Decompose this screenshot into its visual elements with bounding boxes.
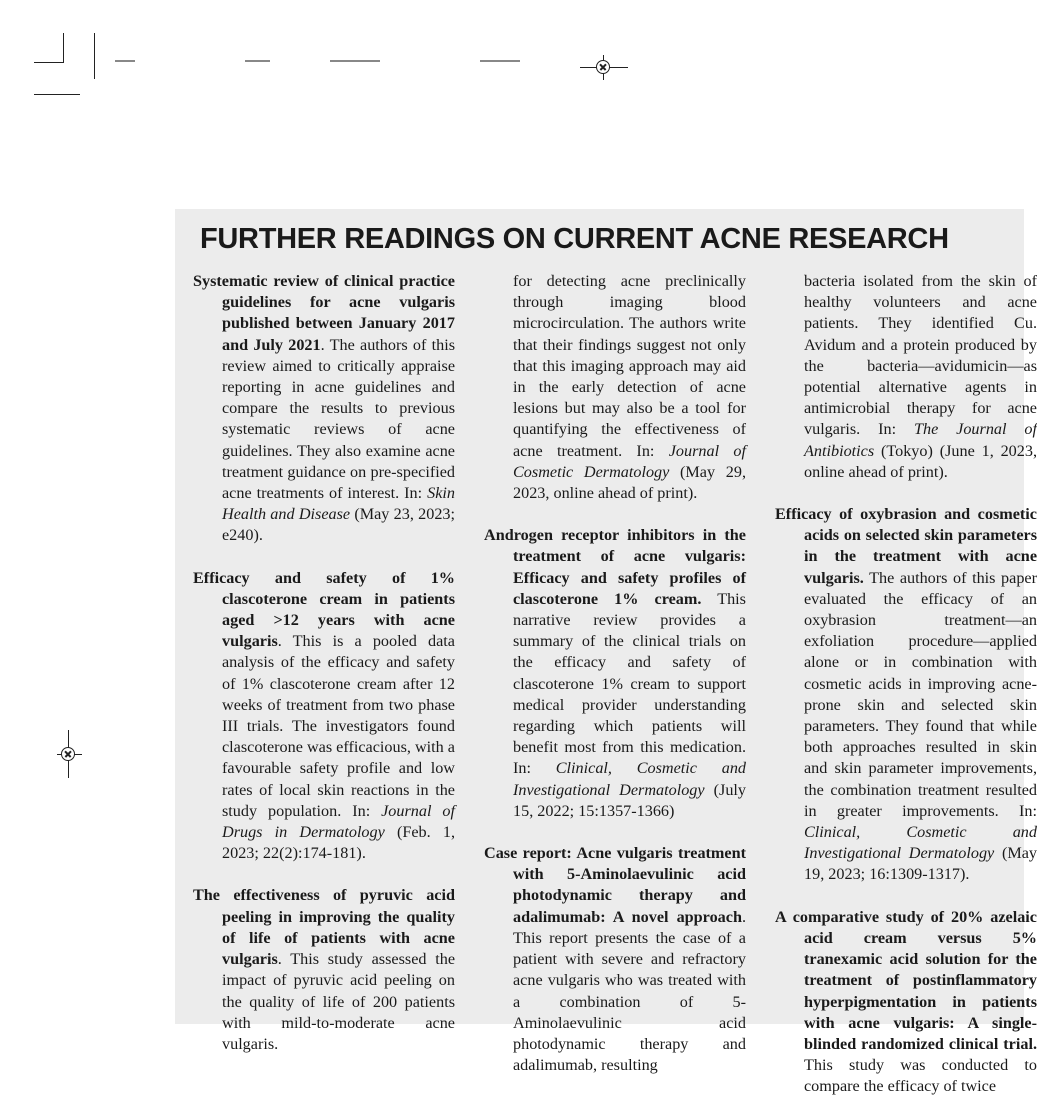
slug-line-fragment: [480, 60, 520, 62]
section-heading: FURTHER READINGS ON CURRENT ACNE RESEARCH: [200, 223, 949, 255]
reading-entry: [484, 843, 746, 1076]
entry-body: for detecting acne preclinically through imaging blood microcirculation. The authors write that their findings suggest not only that this imaging approach may aid in the early detection of acne lesions but may also be a tool for quantifying the effectiveness of acne treatment. In:: [513, 272, 746, 460]
reading-entry: [775, 504, 1037, 886]
reading-entry: [193, 271, 455, 547]
entry-body: This study was conducted to compare the efficacy of twice: [804, 1056, 1037, 1096]
reading-entry: [484, 525, 746, 822]
entry-citation: (July 15, 2022; 15:1357-1366): [513, 780, 746, 820]
entry-citation: (May 19, 2023; 16:1309-1317).: [804, 844, 1037, 884]
slug-line-fragment: [115, 60, 135, 62]
entry-body: The authors of this paper evaluated the efficacy of an oxybrasion treatment—an exfoliation procedure—applied alone or in combination with cosmetic acids in improving acne-prone skin and selected skin parameters. They found that while both approaches resulted in skin and skin parameter improvements, the combination treatment resulted in greater improvements. In:: [804, 568, 1037, 820]
entry-title: Efficacy and safety of 1% clascoterone cream in patients aged >12 years with acne vulgaris: [193, 568, 455, 651]
entry-body: This narrative review provides a summary of the clinical trials on the efficacy and safety of clascoterone 1% cream to support medical provider understanding regarding which patients will benefit most from this medication. In:: [513, 589, 746, 778]
registration-mark-left-icon: [61, 747, 75, 761]
column-2: [484, 271, 746, 1097]
entry-body: . This is a pooled data analysis of the efficacy and safety of 1% clascoterone cream after 12 weeks of treatment from two phase III trials. The investigators found clascoterone was efficacious, with a favourable safety profile and low rates of local skin reactions in the study population. In:: [222, 632, 455, 820]
entry-body: . The authors of this review aimed to critically appraise reporting in acne guidelines and compare the results to previous systematic reviews of acne guidelines. They also examine acne treatment guidance on pre-specified acne treatments of interest. In:: [222, 335, 455, 503]
reading-entry: [193, 568, 455, 865]
crop-mark-vertical-left: [94, 33, 95, 79]
entry-title: Systematic review of clinical practice guidelines for acne vulgaris published between January 2017 and July 2021: [193, 272, 455, 354]
crop-mark-horizontal-left: [34, 94, 80, 95]
entry-body: bacteria isolated from the skin of healthy volunteers and acne patients. They identified Cu. Avidum and a protein produced by the bacteria—avidumicin—as potential alternative agents in antimicrobial therapy for acne vulgaris. In:: [804, 272, 1037, 439]
slug-line-fragment: [245, 60, 270, 62]
crop-mark-horizontal-top: [34, 62, 64, 63]
entry-citation: (Feb. 1, 2023; 22(2):174-181).: [222, 823, 455, 863]
entry-citation: (Tokyo) (June 1, 2023, online ahead of print).: [804, 441, 1037, 481]
entry-title: Efficacy of oxybrasion and cosmetic acids on selected skin parameters in the treatment with acne vulgaris.: [775, 505, 1037, 587]
journal-name: Skin Health and Disease: [222, 484, 455, 524]
column-3: [775, 271, 1037, 1119]
reading-entry-continued: [775, 271, 1037, 483]
journal-name: Journal of Drugs in Dermatology: [222, 801, 455, 842]
reading-entry: [775, 907, 1037, 1098]
entry-body: . This report presents the case of a patient with severe and refractory acne vulgaris who was treated with a combination of 5-Aminolaevulinic acid photodynamic therapy and adalimumab, resulting: [513, 907, 746, 1075]
journal-name: The Journal of Antibiotics: [804, 420, 1037, 460]
entry-title: The effectiveness of pyruvic acid peeling in improving the quality of life of patients with acne vulgaris: [193, 886, 455, 969]
reading-entry: [193, 885, 455, 1055]
reading-entry-continued: [484, 271, 746, 504]
entry-title: Case report: Acne vulgaris treatment with 5-Aminolaevulinic acid photodynamic therapy and adalimumab: A novel approach: [484, 844, 746, 926]
journal-name: Journal of Cosmetic Dermatology: [513, 441, 746, 481]
further-readings-panel: [175, 209, 1037, 1096]
registration-mark-top-icon: [596, 60, 610, 74]
column-1: [193, 271, 455, 1076]
journal-name: Clinical, Cosmetic and Investigational Dermatology: [804, 823, 1037, 863]
slug-line-fragment: [330, 60, 380, 62]
journal-name: Clinical, Cosmetic and Investigational Dermatology: [513, 759, 747, 799]
entry-title: Androgen receptor inhibitors in the treatment of acne vulgaris: Efficacy and safety profiles of clascoterone 1% cream.: [484, 526, 746, 608]
entry-title: A comparative study of 20% azelaic acid cream versus 5% tranexamic acid solution for the treatment of postinflammatory hyperpigmentation in patients with acne vulgaris: A single-blinded randomized clinical trial.: [775, 907, 1037, 1053]
crop-mark-vertical-top: [63, 33, 64, 63]
entry-body: . This study assessed the impact of pyruvic acid peeling on the quality of life of 200 patients with mild-to-moderate acne vulgaris.: [222, 950, 455, 1053]
entry-citation: (May 23, 2023; e240).: [222, 505, 456, 545]
entry-citation: (May 29, 2023, online ahead of print).: [513, 462, 746, 503]
